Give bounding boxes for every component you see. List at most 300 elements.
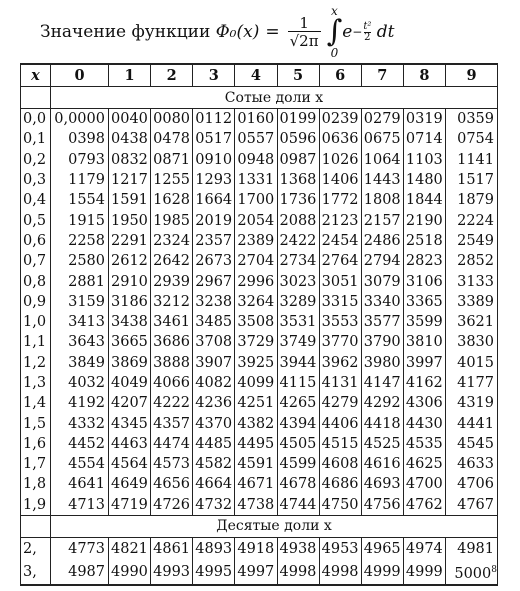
table-cell	[51, 332, 109, 352]
table-cell	[277, 292, 319, 312]
cell-value: 4918	[237, 540, 275, 557]
cell-value: 0675	[363, 131, 401, 148]
table-cell	[109, 537, 151, 560]
table-cell	[51, 190, 109, 210]
integral-lower-limit: 0	[330, 46, 339, 60]
table-cell	[235, 170, 277, 190]
table-cell	[193, 332, 235, 352]
cell-value: 4332	[68, 415, 105, 432]
table-cell	[193, 413, 235, 433]
table-cell	[319, 210, 361, 230]
table-row	[21, 271, 498, 291]
cell-value: 4756	[363, 496, 401, 513]
row-x-value: 3,	[21, 560, 51, 585]
cell-value: 2881	[68, 273, 105, 290]
cell-value: 2123	[321, 212, 359, 229]
cell-value: 4265	[279, 395, 317, 412]
cell-value: 4505	[279, 435, 317, 452]
cell-value: 4998	[279, 563, 317, 580]
cell-value: 4965	[363, 540, 401, 557]
row-x-value: 1,9	[21, 495, 51, 516]
cell-value: 3810	[405, 334, 443, 351]
row-x-value: 0,8	[21, 271, 51, 291]
table-row	[21, 109, 498, 130]
cell-value: 2852	[457, 253, 494, 270]
cell-value: 0793	[68, 151, 105, 168]
cell-value: 3389	[457, 293, 494, 310]
table-cell	[319, 332, 361, 352]
cell-value: 4236	[195, 395, 233, 412]
table-row	[21, 332, 498, 352]
table-cell	[361, 170, 403, 190]
table-cell	[109, 312, 151, 332]
cell-value: 4251	[237, 395, 275, 412]
table-cell	[235, 271, 277, 291]
table-cell	[51, 353, 109, 373]
section-label-hundredths: Сотые доли x	[51, 87, 498, 109]
table-cell	[109, 332, 151, 352]
cell-value: 4066	[153, 375, 191, 391]
row-x-value: 0,0	[21, 109, 51, 130]
table-cell	[151, 231, 193, 251]
column-header-2: 2	[151, 64, 193, 87]
table-cell	[403, 231, 445, 251]
table-cell	[193, 150, 235, 170]
cell-value: 3553	[321, 314, 359, 331]
cell-value: 4608	[321, 456, 359, 473]
cell-value: 4762	[405, 496, 443, 513]
cell-value: 4099	[237, 375, 275, 391]
table-cell	[51, 560, 109, 585]
cell-value: 0910	[195, 151, 233, 168]
cell-value: 4713	[68, 496, 105, 513]
table-cell	[319, 495, 361, 516]
row-x-value: 0,2	[21, 150, 51, 170]
cell-value: 3830	[457, 334, 494, 351]
table-cell	[446, 312, 498, 332]
table-cell	[403, 170, 445, 190]
table-cell	[193, 312, 235, 332]
table-cell	[361, 434, 403, 454]
cell-value: 1736	[279, 192, 317, 209]
cell-value: 3790	[363, 334, 401, 351]
table-cell	[319, 393, 361, 413]
cell-value: 4599	[279, 456, 317, 473]
table-cell	[193, 170, 235, 190]
cell-value: 3438	[111, 314, 148, 331]
cell-value: 3869	[111, 354, 148, 371]
cell-value: 3944	[279, 354, 317, 371]
cell-value: 4049	[111, 375, 148, 391]
cell-value: 0239	[321, 111, 359, 128]
table-cell	[193, 271, 235, 291]
cell-value: 2734	[279, 253, 317, 270]
table-cell	[151, 495, 193, 516]
table-cell	[319, 474, 361, 494]
table-cell	[235, 210, 277, 230]
cell-value: 4582	[195, 456, 233, 473]
table-cell	[151, 190, 193, 210]
cell-value: 2019	[195, 212, 233, 229]
row-x-value: 1,8	[21, 474, 51, 494]
cell-value: 3665	[111, 334, 148, 351]
table-cell	[51, 312, 109, 332]
cell-value: 2157	[363, 212, 401, 229]
table-cell	[277, 312, 319, 332]
cell-value: 2939	[153, 273, 191, 290]
fraction-denominator: √2π	[289, 32, 319, 50]
table-cell	[446, 231, 498, 251]
cell-value: 4357	[153, 415, 191, 432]
cell-value: 2580	[68, 253, 105, 270]
cell-value: 3159	[68, 293, 105, 310]
table-row	[21, 190, 498, 210]
table-cell	[446, 170, 498, 190]
cell-value: 0112	[195, 111, 233, 128]
cell-value: 3212	[153, 293, 191, 310]
table-cell	[319, 170, 361, 190]
cell-value: 0199	[279, 111, 317, 128]
table-row	[21, 413, 498, 433]
cell-value: 4370	[195, 415, 233, 432]
table-cell	[151, 373, 193, 393]
table-cell	[235, 109, 277, 130]
table-cell	[361, 109, 403, 130]
table-cell	[109, 109, 151, 130]
cell-value: 1103	[405, 151, 443, 168]
cell-value: 4773	[68, 540, 105, 557]
cell-value: 4997	[237, 563, 275, 580]
cell-value: 4452	[68, 435, 105, 452]
row-x-value: 0,7	[21, 251, 51, 271]
table-cell	[193, 495, 235, 516]
table-cell	[235, 495, 277, 516]
table-cell	[403, 129, 445, 149]
cell-value: 3051	[321, 273, 359, 290]
cell-value: 2642	[153, 253, 191, 270]
column-header-8: 8	[403, 64, 445, 87]
cell-value: 4993	[153, 563, 191, 580]
cell-value: 4515	[321, 435, 359, 452]
table-cell	[277, 474, 319, 494]
table-cell	[109, 271, 151, 291]
table-cell	[151, 474, 193, 494]
table-cell	[446, 129, 498, 149]
table-row	[21, 231, 498, 251]
cell-value: 1591	[111, 192, 148, 209]
cell-value: 1331	[237, 172, 275, 189]
table-cell	[235, 474, 277, 494]
table-cell	[235, 560, 277, 585]
cell-value: 3413	[68, 314, 105, 331]
table-cell	[51, 251, 109, 271]
cell-value: 4995	[195, 563, 233, 580]
table-cell	[319, 231, 361, 251]
table-cell	[403, 332, 445, 352]
row-x-value: 1,6	[21, 434, 51, 454]
cell-value: 4938	[279, 540, 317, 557]
cell-value: 1879	[457, 192, 494, 209]
cell-value: 4207	[111, 395, 148, 412]
cell-value: 4345	[111, 415, 148, 432]
table-cell	[361, 353, 403, 373]
cell-value: 2324	[153, 232, 191, 249]
table-cell	[235, 353, 277, 373]
cell-value: 3643	[68, 334, 105, 351]
cell-value: 4974	[405, 540, 443, 557]
cell-value: 0478	[153, 131, 191, 148]
cell-value: 0754	[457, 131, 494, 148]
cell-value: 4382	[237, 415, 275, 432]
cell-value: 1808	[363, 192, 401, 209]
cell-value: 2823	[405, 253, 443, 270]
cell-value: 4279	[321, 395, 359, 412]
caption-text: Значение функции	[40, 22, 211, 42]
table-cell	[277, 393, 319, 413]
integrand-base: e	[342, 22, 353, 42]
column-header-5: 5	[277, 64, 319, 87]
cell-value: 4706	[457, 476, 494, 493]
column-header-4: 4	[235, 64, 277, 87]
table-cell	[109, 190, 151, 210]
cell-value: 4998	[321, 563, 359, 580]
cell-value: 4015	[457, 354, 494, 371]
cell-value: 3289	[279, 293, 317, 310]
cell-value: 4147	[363, 375, 401, 391]
cell-value: 1255	[153, 172, 191, 189]
table-cell	[277, 454, 319, 474]
cell-value: 3907	[195, 354, 233, 371]
table-cell	[151, 332, 193, 352]
table-row	[21, 495, 498, 516]
table-cell	[361, 231, 403, 251]
cell-value: 4192	[68, 395, 105, 412]
table-cell	[403, 495, 445, 516]
table-cell	[109, 454, 151, 474]
table-cell	[51, 474, 109, 494]
table-cell	[361, 129, 403, 149]
table-row	[21, 312, 498, 332]
equals-sign: =	[265, 22, 280, 42]
table-cell	[109, 353, 151, 373]
table-cell	[361, 495, 403, 516]
table-cell	[319, 353, 361, 373]
row-x-value: 1,7	[21, 454, 51, 474]
integral-sign	[327, 5, 343, 59]
cell-value: 2549	[457, 232, 494, 249]
function-name: Φ₀(x)	[215, 22, 260, 42]
cell-value: 1064	[363, 151, 401, 168]
cell-value: 1772	[321, 192, 359, 209]
cell-value: 4115	[279, 375, 317, 391]
cell-value: 3264	[237, 293, 275, 310]
table-cell	[403, 109, 445, 130]
cell-value: 4082	[195, 375, 233, 391]
cell-value: 0080	[153, 111, 191, 128]
footnote-mark: 8	[491, 564, 497, 575]
cell-value: 3888	[153, 354, 191, 371]
cell-value: 3461	[153, 314, 191, 331]
table-cell	[51, 393, 109, 413]
cell-value: 4222	[153, 395, 191, 412]
table-row	[21, 170, 498, 190]
column-header-row	[21, 64, 498, 87]
cell-value: 2704	[237, 253, 275, 270]
table-cell	[361, 413, 403, 433]
table-row	[21, 537, 498, 560]
table-cell	[193, 292, 235, 312]
cell-value: 3925	[237, 354, 275, 371]
cell-value: 4525	[363, 435, 401, 452]
table-cell	[277, 434, 319, 454]
table-cell	[277, 170, 319, 190]
table-cell	[319, 434, 361, 454]
column-header-7: 7	[361, 64, 403, 87]
cell-value: 3133	[457, 273, 494, 290]
cell-value: 1026	[321, 151, 359, 168]
table-cell	[277, 129, 319, 149]
cell-value: 2258	[68, 232, 105, 249]
exponent-sign: −	[352, 25, 363, 39]
cell-value: 4441	[457, 415, 494, 432]
table-cell	[277, 251, 319, 271]
cell-value: 4406	[321, 415, 359, 432]
table-cell	[193, 251, 235, 271]
table-cell	[51, 434, 109, 454]
cell-value: 2967	[195, 273, 233, 290]
row-x-value: 1,4	[21, 393, 51, 413]
cell-value: 1664	[195, 192, 233, 209]
section-blank-cell	[21, 87, 51, 109]
table-cell	[193, 231, 235, 251]
table-cell	[235, 537, 277, 560]
table-cell	[277, 537, 319, 560]
cell-value: 3849	[68, 354, 105, 371]
table-cell	[151, 454, 193, 474]
table-cell	[446, 373, 498, 393]
cell-value: 2389	[237, 232, 275, 249]
row-x-value: 0,9	[21, 292, 51, 312]
table-cell	[361, 251, 403, 271]
cell-value: 0160	[237, 111, 275, 128]
table-cell	[151, 271, 193, 291]
row-x-value: 2,	[21, 537, 51, 560]
cell-value: 3708	[195, 334, 233, 351]
cell-value: 1700	[237, 192, 275, 209]
table-cell	[51, 210, 109, 230]
cell-value: 2224	[457, 212, 494, 229]
table-cell	[277, 109, 319, 130]
row-x-value: 1,0	[21, 312, 51, 332]
table-cell	[277, 150, 319, 170]
table-cell	[235, 150, 277, 170]
row-x-value: 1,5	[21, 413, 51, 433]
table-cell	[403, 353, 445, 373]
table-cell	[151, 393, 193, 413]
cell-value: 0636	[321, 131, 359, 148]
table-cell	[109, 474, 151, 494]
cell-value: 4671	[237, 476, 275, 493]
table-cell	[403, 190, 445, 210]
cell-value: 4649	[111, 476, 148, 493]
table-cell	[51, 454, 109, 474]
cell-value: 0948	[237, 151, 275, 168]
cell-value: 4616	[363, 456, 401, 473]
cell-value: 4953	[321, 540, 359, 557]
column-header-0: 0	[51, 64, 109, 87]
cell-value: 1915	[68, 212, 105, 229]
cell-value: 1443	[363, 172, 401, 189]
cell-value: 1293	[195, 172, 233, 189]
table-cell	[361, 292, 403, 312]
exponent-numerator: t²	[363, 20, 372, 32]
column-header-1: 1	[109, 64, 151, 87]
cell-value: 3599	[405, 314, 443, 331]
table-cell	[319, 271, 361, 291]
table-row	[21, 474, 498, 494]
table-cell	[277, 231, 319, 251]
cell-value: 0279	[363, 111, 401, 128]
cell-value: 3365	[405, 293, 443, 310]
table-cell	[446, 150, 498, 170]
cell-value: 1985	[153, 212, 191, 229]
table-cell	[446, 109, 498, 130]
cell-value: 1406	[321, 172, 359, 189]
cell-value: 3023	[279, 273, 317, 290]
table-cell	[403, 312, 445, 332]
cell-value: 3508	[237, 314, 275, 331]
cell-value: 4591	[237, 456, 275, 473]
table-row	[21, 434, 498, 454]
table-cell	[151, 251, 193, 271]
table-cell	[319, 251, 361, 271]
table-cell	[193, 190, 235, 210]
cell-value: 4981	[457, 540, 494, 557]
table-cell	[109, 292, 151, 312]
table-cell	[446, 210, 498, 230]
cell-value: 4726	[153, 496, 191, 513]
cell-value: 2422	[279, 232, 317, 249]
table-cell	[446, 560, 498, 585]
cell-value: 4306	[405, 395, 443, 412]
table-cell	[193, 454, 235, 474]
row-x-value: 1,2	[21, 353, 51, 373]
cell-value: 4693	[363, 476, 401, 493]
column-header-3: 3	[193, 64, 235, 87]
cell-value: 4719	[111, 496, 148, 513]
table-cell	[361, 210, 403, 230]
integral-upper-limit: x	[331, 4, 338, 18]
cell-value: 4750	[321, 496, 359, 513]
table-cell	[361, 190, 403, 210]
table-row	[21, 373, 498, 393]
cell-value: 4485	[195, 435, 233, 452]
cell-value: 2454	[321, 232, 359, 249]
table-cell	[403, 150, 445, 170]
row-x-value: 0,1	[21, 129, 51, 149]
table-cell	[446, 434, 498, 454]
cell-value: 1480	[405, 172, 443, 189]
table-cell	[361, 454, 403, 474]
coefficient-fraction	[288, 15, 321, 49]
table-cell	[277, 560, 319, 585]
table-row	[21, 560, 498, 585]
table-cell	[193, 129, 235, 149]
table-cell	[403, 271, 445, 291]
table-cell	[235, 251, 277, 271]
table-row	[21, 129, 498, 149]
cell-value: 4032	[68, 375, 105, 391]
